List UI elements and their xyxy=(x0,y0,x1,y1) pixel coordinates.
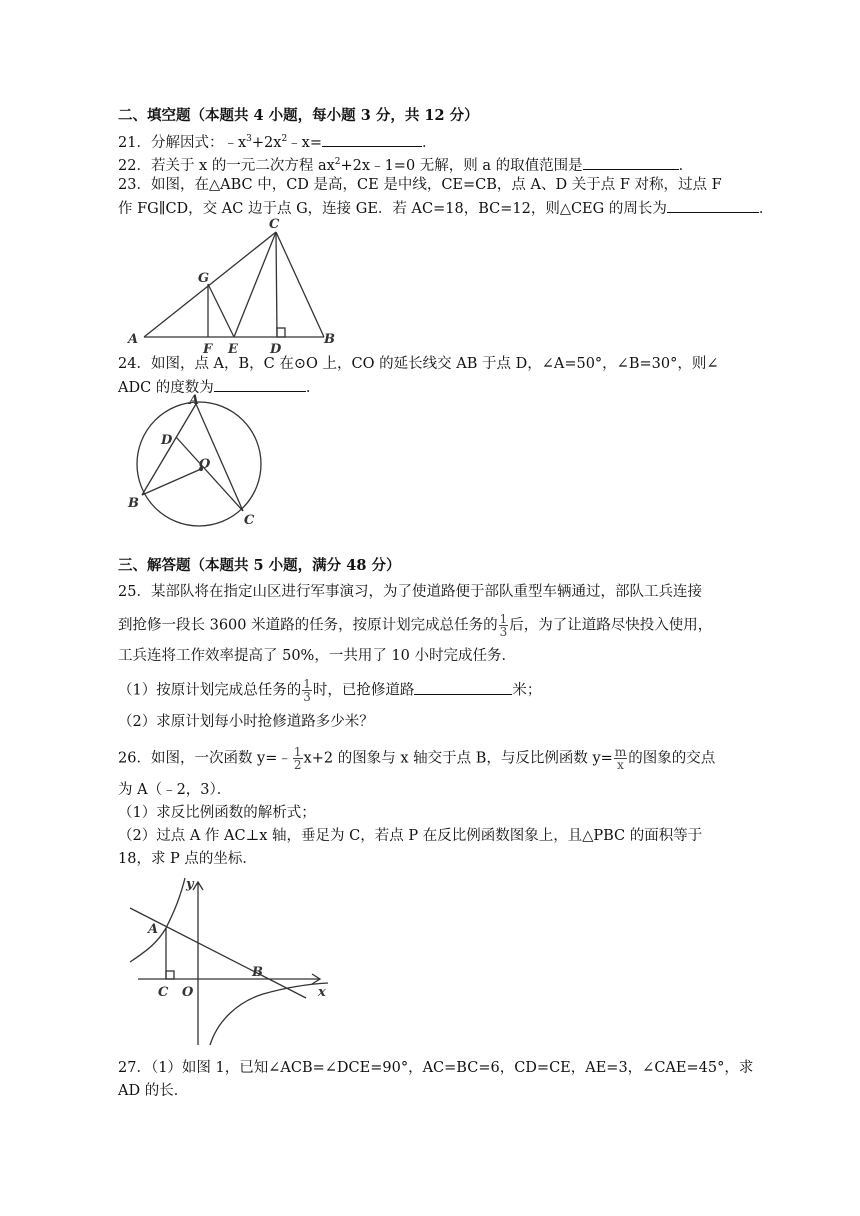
label-A: A xyxy=(189,393,200,408)
label-O: O xyxy=(182,985,194,1000)
question-25-part1: （1）按原计划完成总任务的 $\frac{1}{3}$ 时，已抢修道路 米； xyxy=(118,677,542,704)
function-graph-figure xyxy=(128,870,338,1048)
label-E: E xyxy=(228,342,238,357)
label-C: C xyxy=(269,217,280,232)
answer-blank xyxy=(667,198,759,213)
question-25-line1: 25．某部队将在指定山区进行军事演习，为了使道路便于部队重型车辆通过，部队工兵连接 xyxy=(118,584,702,600)
section3-title: 三、解答题（本题共 5 小题，满分 48 分） xyxy=(118,557,401,574)
label-G: G xyxy=(198,271,210,286)
label-C: C xyxy=(244,513,255,528)
fraction-one-third: $\frac{1}{3}$ xyxy=(303,677,311,704)
question-25-line3: 工兵连将工作效率提高了 50%，一共用了 10 小时完成任务． xyxy=(118,648,517,664)
question-24-line2: ADC 的度数为 ． xyxy=(118,377,320,398)
question-26-line1: 26．如图，一次函数 y=﹣ $\frac{1}{2}$ x+2 的图象与 x 轴交于点 B，与反比例函数 y= $\frac{m}{x}$ 的图象的交点 xyxy=(118,745,716,772)
answer-blank xyxy=(414,680,512,695)
fraction-one-half: $\frac{1}{2}$ xyxy=(293,745,302,772)
question-24-line1: 24．如图，点 A，B，C 在⊙O 上，CO 的延长线交 AB 于点 D，∠A=50°，∠B=30°，则∠ xyxy=(118,356,719,372)
circle-figure xyxy=(124,392,274,532)
question-27-line1: 27．（1）如图 1，已知∠ACB=∠DCE=90°，AC=BC=6，CD=CE，AE=3，∠CAE=45°，求 xyxy=(118,1060,754,1076)
label-B: B xyxy=(252,965,263,980)
label-x: x xyxy=(318,985,326,1000)
question-21: 21．分解因式：$﹣x^3+2x^2﹣x=$ ． xyxy=(118,134,437,151)
label-y: y xyxy=(186,877,194,892)
label-D: D xyxy=(161,433,173,448)
label-A: A xyxy=(128,332,139,347)
question-26-part2b: 18，求 P 点的坐标． xyxy=(118,851,257,867)
label-B: B xyxy=(128,496,139,511)
question-25-part2: （2）求原计划每小时抢修道路多少米？ xyxy=(118,714,374,730)
question-26-part2a: （2）过点 A 作 AC⊥x 轴，垂足为 C，若点 P 在反比例函数图象上，且△PBC 的面积等于 xyxy=(118,828,703,844)
label-B: B xyxy=(324,332,335,347)
label-A: A xyxy=(148,922,159,937)
question-23-line1: 23．如图，在△ABC 中，CD 是高，CE 是中线，CE=CB，点 A、D 关于点 F 对称，过点 F xyxy=(118,177,722,193)
question-25-line2: 到抢修一段长 3600 米道路的任务，按原计划完成总任务的 $\frac{1}{3}$ 后，为了让道路尽快投入使用， xyxy=(118,612,713,639)
answer-blank xyxy=(322,132,422,147)
question-26-line2: 为 A（﹣2，3）． xyxy=(118,782,232,798)
fraction-one-third: $\frac{1}{3}$ xyxy=(499,612,508,639)
question-26-part1: （1）求反比例函数的解析式； xyxy=(118,805,316,821)
question-27-line2: AD 的长． xyxy=(118,1083,189,1099)
label-O: O xyxy=(199,457,211,472)
section2-title: 二、填空题（本题共 4 小题，每小题 3 分，共 12 分） xyxy=(118,107,479,124)
answer-blank xyxy=(214,377,306,392)
label-C: C xyxy=(158,985,169,1000)
label-F: F xyxy=(203,342,213,357)
triangle-figure xyxy=(118,212,348,357)
label-D: D xyxy=(270,342,282,357)
question-22: 22．若关于 x 的一元二次方程 $ax^2+2x﹣1=0$ 无解，则 a 的取值范围是 ． xyxy=(118,157,694,174)
question-23-line2: 作 FG∥CD，交 AC 边于点 G，连接 GE．若 AC=18，BC=12，则△CEG 的周长为 ． xyxy=(118,198,773,219)
answer-blank xyxy=(583,155,679,170)
fraction-m-over-x: $\frac{m}{x}$ xyxy=(614,745,627,772)
